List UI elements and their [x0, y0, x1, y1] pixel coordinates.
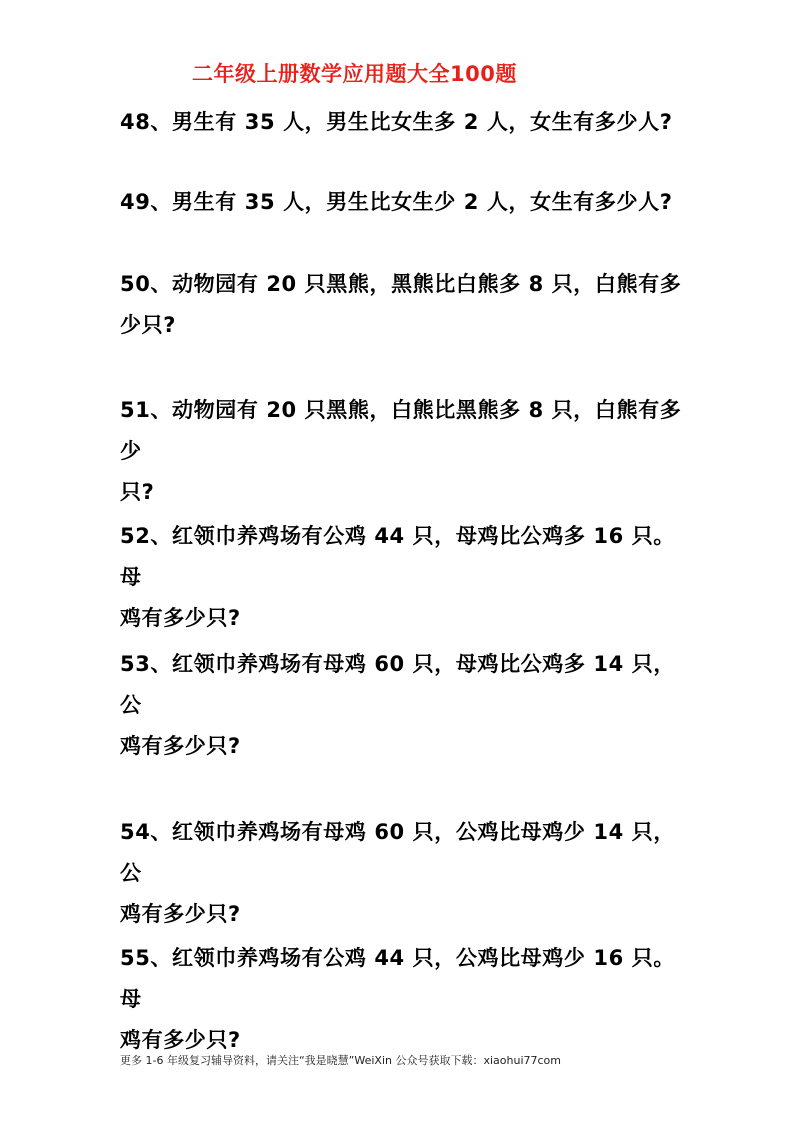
problem-53-line-2: 鸡有多少只?	[120, 734, 241, 758]
page-footer: 更多 1-6 年级复习辅导资料，请关注“我是晓慧”WeiXin 公众号获取下载：xiaohui77com	[120, 1054, 561, 1067]
problem-55-line-1: 55、红领巾养鸡场有公鸡 44 只，公鸡比母鸡少 16 只。母	[120, 946, 675, 1011]
problem-55	[120, 938, 690, 1061]
problem-54-line-1: 54、红领巾养鸡场有母鸡 60 只，公鸡比母鸡少 14 只，公	[120, 820, 675, 885]
problem-52-line-2: 鸡有多少只?	[120, 606, 241, 630]
problem-50	[120, 264, 690, 346]
problem-48	[120, 102, 690, 143]
problem-49-line-1: 49、男生有 35 人，男生比女生少 2 人，女生有多少人?	[120, 190, 673, 214]
problem-52-line-1: 52、红领巾养鸡场有公鸡 44 只，母鸡比公鸡多 16 只。母	[120, 524, 675, 589]
page-title: 二年级上册数学应用题大全100题	[192, 62, 517, 86]
problem-53	[120, 644, 690, 767]
problem-49	[120, 182, 690, 223]
problem-54-line-2: 鸡有多少只?	[120, 902, 241, 926]
problem-54	[120, 812, 690, 935]
problem-51-line-2: 只?	[120, 480, 155, 504]
problem-50-line-1: 50、动物园有 20 只黑熊，黑熊比白熊多 8 只，白熊有多	[120, 272, 682, 296]
problem-51-line-1: 51、动物园有 20 只黑熊，白熊比黑熊多 8 只，白熊有多少	[120, 398, 682, 463]
problem-55-line-2: 鸡有多少只?	[120, 1028, 241, 1052]
problem-53-line-1: 53、红领巾养鸡场有母鸡 60 只，母鸡比公鸡多 14 只，公	[120, 652, 675, 717]
problem-52	[120, 516, 690, 639]
problem-51	[120, 390, 690, 513]
problem-50-line-2: 少只?	[120, 313, 176, 337]
problem-48-line-1: 48、男生有 35 人，男生比女生多 2 人，女生有多少人?	[120, 110, 673, 134]
